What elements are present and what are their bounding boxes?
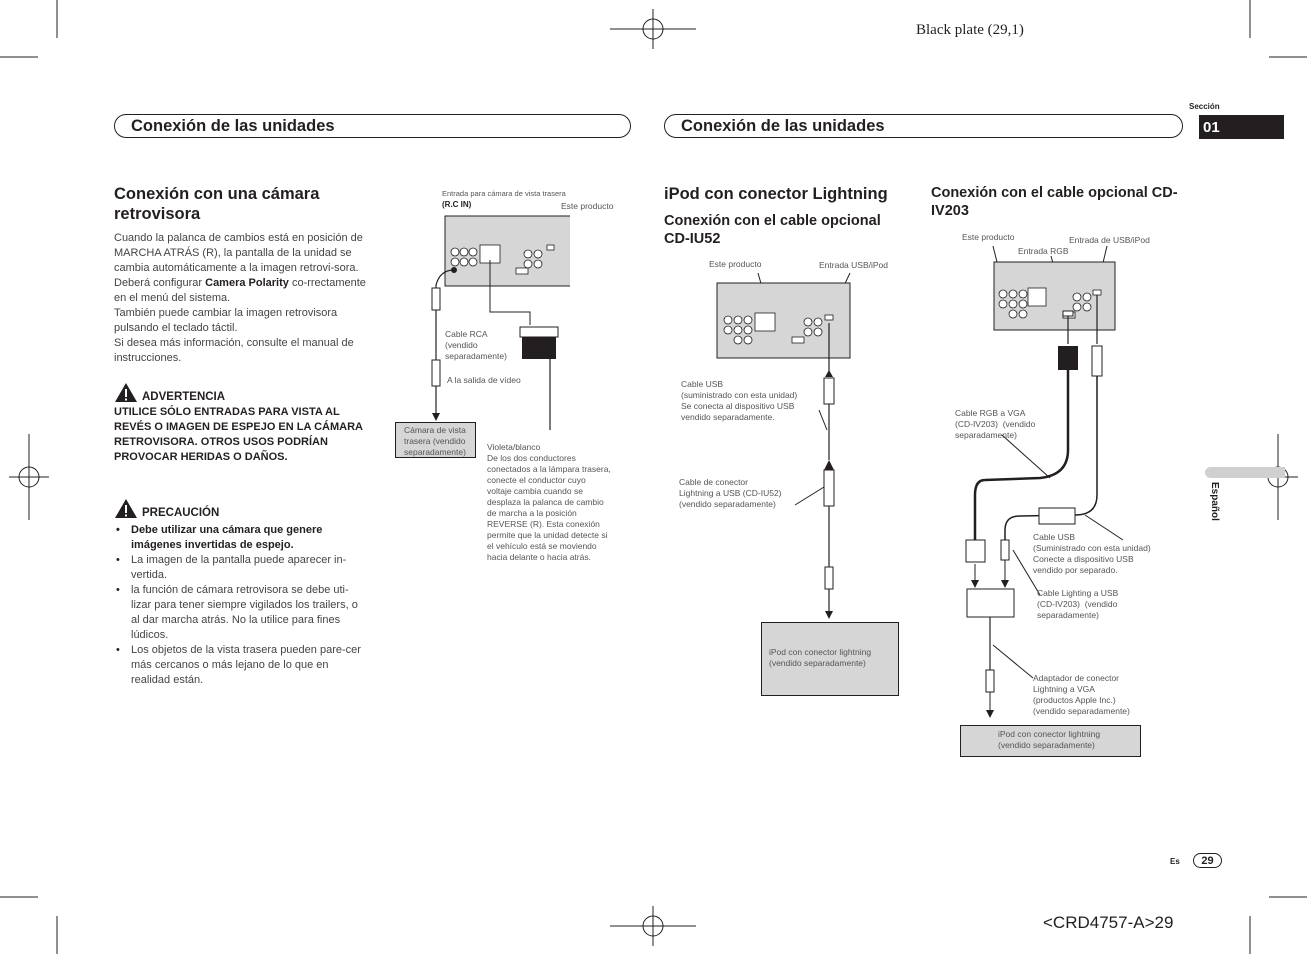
- iv203-usb-input-label: Entrada de USB/iPod: [1069, 235, 1150, 245]
- iv203-adapter-label: Adaptador de conector Lightning a VGA (productos Apple Inc.) (vendido separadamente): [1033, 673, 1130, 716]
- iu52-usb-input-label: Entrada USB/iPod: [819, 260, 888, 270]
- warning-text: UTILICE SÓLO ENTRADAS PARA VISTA AL REVÉS O IMAGEN DE ESPEJO EN LA CÁMARA RETROVISORA. OTROS USOS PODRÍAN PROVOCAR HERIDAS O DAÑOS.: [114, 406, 363, 463]
- caution-item: • La imagen de la pantalla puede aparecer in-vertida.: [114, 553, 366, 583]
- iu52-usb-cable-label: Cable USB (suministrado con esta unidad) Se conecta al dispositivo USB vendido separadamente.: [681, 379, 798, 422]
- violet-white-wire-note: Violeta/blanco De los dos conductores conectados a la lámpara trasera, conecte el conductor cuyo voltaje cambia cuando se desplaza la palanca de cambio de marcha a la posición REVERSE (R). Esta conexión permite que la unidad detecte si el vehículo está se moviendo hacia delante o hacia atrás.: [487, 442, 611, 562]
- page-language-code: Es: [1170, 857, 1180, 866]
- intro-text-3: También puede cambiar la imagen retrovisora pulsando el teclado táctil.: [114, 307, 338, 334]
- cd-iv203-subheading: Conexión con el cable opcional CD-IV203: [931, 185, 1178, 219]
- camera-intro: [114, 231, 366, 366]
- camera-polarity-term: Camera Polarity: [205, 277, 289, 289]
- iu52-lightning-cable-label: Cable de conector Lightning a USB (CD-IU52) (vendido separadamente): [679, 477, 782, 509]
- section-title-left: Conexión de las unidades: [114, 114, 631, 138]
- iu52-ipod-box: iPod con conector lightning (vendido separadamente): [761, 622, 899, 696]
- iu52-diagram: [700, 265, 860, 625]
- warning-title: [114, 382, 225, 403]
- intro-text-4: Si desea más información, consulte el manual de instrucciones.: [114, 337, 354, 364]
- rear-camera-box: Cámara de vista trasera (vendido separadamente): [395, 422, 476, 458]
- iv203-usb-cable-label: Cable USB (Suministrado con esta unidad) Conecte a dispositivo USB vendido por separado.: [1033, 532, 1151, 575]
- camera-heading: Conexión con una cámara retrovisora: [114, 185, 320, 223]
- camera-wiring-diagram: [420, 210, 570, 430]
- iv203-lightning-cable-label: Cable Lighting a USB (CD-IV203) (vendido separadamente): [1037, 588, 1119, 620]
- section-tab: [1199, 115, 1284, 139]
- language-label: Español: [1209, 482, 1220, 521]
- video-output-label: A la salida de vídeo: [447, 375, 521, 385]
- warning-label: ADVERTENCIA: [142, 390, 226, 403]
- caution-item: • Los objetos de la vista trasera pueden pare-cer más cercanos o más lejano de lo que en realidad están.: [114, 643, 366, 688]
- rc-in-label: (R.C IN): [442, 200, 472, 209]
- intro-text-1: Cuando la palanca de cambios está en posición de MARCHA ATRÁS (R), la pantalla de la unidad se cambia automáticamente a la imagen retrovi-sora. Deberá configurar: [114, 232, 363, 289]
- rear-camera-input-label: Entrada para cámara de vista trasera: [442, 189, 566, 198]
- cd-iu52-subheading: Conexión con el cable opcional CD-IU52: [664, 213, 881, 247]
- caution-list: [114, 523, 366, 688]
- iv203-rgb-cable-label: Cable RGB a VGA (CD-IV203) (vendido separadamente): [955, 408, 1036, 440]
- black-plate-label: Black plate (29,1): [916, 22, 1024, 38]
- page-number: 29: [1193, 853, 1222, 868]
- caution-label: PRECAUCIÓN: [142, 506, 220, 519]
- caution-item: • Debe utilizar una cámara que genere imágenes invertidas de espejo.: [114, 523, 366, 553]
- camera-product-label: Este producto: [561, 201, 614, 211]
- rca-cable-label: Cable RCA (vendido separadamente): [445, 329, 507, 361]
- caution-icon: [114, 498, 138, 519]
- section-title-right: Conexión de las unidades: [664, 114, 1183, 138]
- rc-in-code: R.C IN: [444, 200, 469, 209]
- caution-item: • la función de cámara retrovisora se debe uti-lizar para tener siempre vigilados los trailers, o al dar marcha atrás. No la utilice para fines lúdicos.: [114, 583, 366, 643]
- ipod-heading: iPod con conector Lightning: [664, 185, 888, 203]
- warning-icon: [114, 382, 138, 403]
- iu52-product-label: Este producto: [709, 259, 762, 269]
- language-tab: [1205, 467, 1285, 478]
- caution-title: [114, 498, 219, 519]
- document-code: <CRD4757-A>29: [1043, 913, 1174, 932]
- section-number: 01: [1203, 119, 1220, 136]
- iv203-ipod-box: iPod con conector lightning (vendido separadamente): [960, 725, 1141, 757]
- iv203-product-label: Este producto: [962, 232, 1015, 242]
- intro-text-2: co-rrectamente en el menú del sistema.: [114, 277, 366, 304]
- iv203-rgb-input-label: Entrada RGB: [1018, 246, 1069, 256]
- iv203-diagram: [955, 240, 1125, 720]
- section-label: Sección: [1189, 102, 1220, 111]
